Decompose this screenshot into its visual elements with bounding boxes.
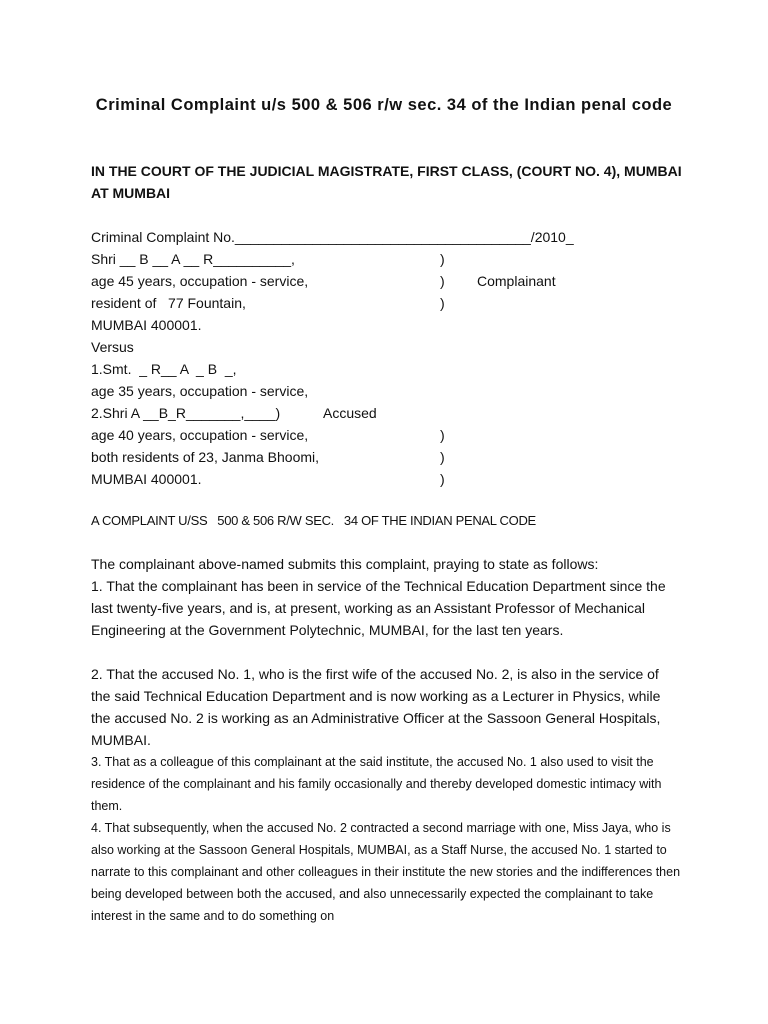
paragraph-2: 2. That the accused No. 1, who is the first wife of the accused No. 2, is also in the service of the said Technical Education Department and is now working as a Lecturer in Physics, while the accused No. 2 is working as an Administrative Officer at the Sassoon General Hospitals, MUMBAI. (91, 666, 661, 748)
court-heading: IN THE COURT OF THE JUDICIAL MAGISTRATE, FIRST CLASS, (COURT NO. 4), MUMBAI AT MUMBAI (91, 163, 682, 201)
bracket: ) (440, 427, 445, 443)
complainant-resident: resident of 77 Fountain, (91, 295, 246, 311)
bracket: ) (440, 449, 445, 465)
bracket: ) (440, 295, 445, 311)
intro-paragraph: The complainant above-named submits this complaint, praying to state as follows: (91, 556, 599, 572)
complainant-city: MUMBAI 400001. (91, 317, 202, 333)
paragraph-1: 1. That the complainant has been in service of the Technical Education Department since the last twenty-five years, and is, at present, working as an Assistant Professor of Mechanical Engineering at the Government Polytechnic, MUMBAI, for the last ten years. (91, 578, 666, 638)
bracket: ) (440, 273, 445, 289)
complainant-name: Shri __ B __ A __ R__________, (91, 251, 295, 267)
bracket: ) (440, 471, 445, 487)
complaint-number: Criminal Complaint No.______________________________________/2010_ (91, 229, 574, 245)
accused2-age: age 40 years, occupation - service, (91, 427, 309, 443)
paragraph-4: 4. That subsequently, when the accused No. 2 contracted a second marriage with one, Miss Jaya, who is also working at the Sassoon General Hospitals, MUMBAI, as a Staff Nurse, the accused No. 1 started to narrate to this complainant and other colleagues in their institute the new stories and the indifferences then being developed between both the accused, and also unnecessarily expected the complainant to take interest in the same and to do something on (91, 821, 681, 923)
accused-city: MUMBAI 400001. (91, 471, 202, 487)
complainant-age: age 45 years, occupation - service, (91, 273, 309, 289)
bracket: ) (440, 251, 445, 267)
document-title: Criminal Complaint u/s 500 & 506 r/w sec. 34 of the Indian penal code (95, 96, 673, 114)
paragraph-3: 3. That as a colleague of this complainant at the said institute, the accused No. 1 also used to visit the residence of the complainant and his family occasionally and thereby developed domestic intimacy with them. (91, 755, 662, 813)
accused2-name: 2.Shri A __B_R_______,____) (91, 405, 281, 421)
complainant-label: Complainant (477, 273, 556, 289)
accused1-age: age 35 years, occupation - service, (91, 383, 309, 399)
accused1-name: 1.Smt. _ R__ A _ B _, (91, 361, 237, 377)
accused-resident: both residents of 23, Janma Bhoomi, (91, 449, 320, 465)
versus: Versus (91, 339, 134, 355)
accused-label: Accused (323, 405, 377, 421)
complaint-subject: A COMPLAINT U/SS 500 & 506 R/W SEC. 34 OF THE INDIAN PENAL CODE (91, 513, 536, 528)
